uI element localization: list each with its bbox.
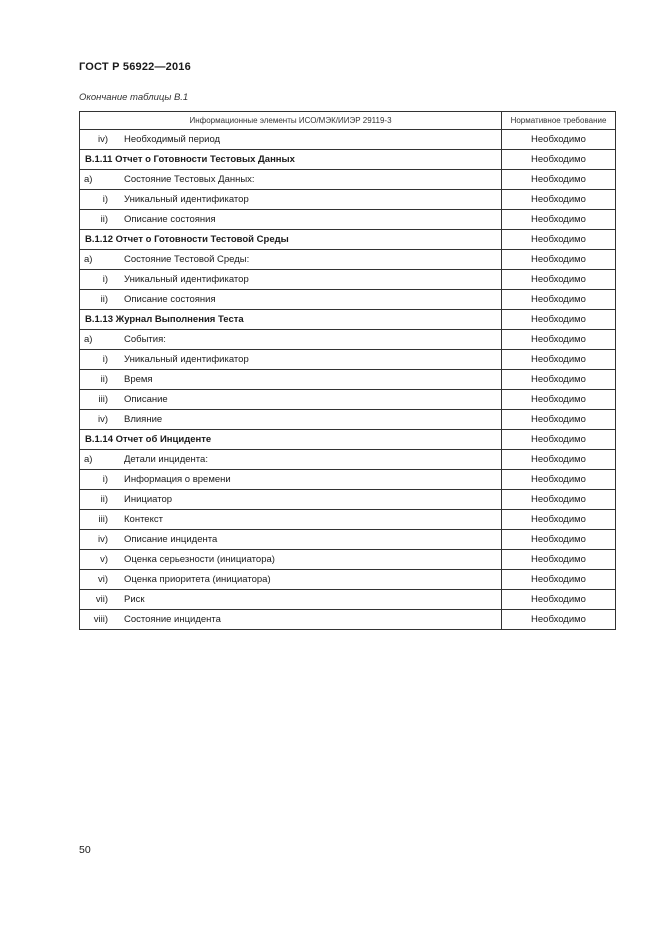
requirement-cell: Необходимо — [502, 350, 616, 370]
item-label: Описание — [124, 394, 168, 405]
table-row — [80, 550, 616, 570]
requirement-cell: Необходимо — [502, 290, 616, 310]
requirement-cell: Необходимо — [502, 330, 616, 350]
item-number: ii) — [100, 214, 108, 225]
item-label: Уникальный идентификатор — [124, 354, 249, 365]
column-header-elements: Информационные элементы ИСО/МЭК/ИИЭР 29119-3 — [80, 112, 502, 130]
requirement-cell: Необходимо — [502, 270, 616, 290]
table-row — [80, 210, 616, 230]
table-row — [80, 390, 616, 410]
table-row — [80, 130, 616, 150]
item-number: vi) — [97, 574, 108, 585]
item-number: i) — [102, 354, 108, 365]
table-row — [80, 330, 616, 350]
element-cell: В.1.14 Отчет об Инциденте — [80, 430, 502, 450]
requirement-cell: Необходимо — [502, 390, 616, 410]
table-row — [80, 250, 616, 270]
item-label: Уникальный идентификатор — [124, 194, 249, 205]
table-body — [80, 130, 616, 630]
item-number: ii) — [100, 374, 108, 385]
item-label: Время — [124, 374, 153, 385]
table-row — [80, 350, 616, 370]
element-cell — [80, 410, 502, 430]
table-row — [80, 590, 616, 610]
requirement-cell: Необходимо — [502, 130, 616, 150]
element-cell — [80, 170, 502, 190]
element-cell — [80, 290, 502, 310]
element-cell: В.1.12 Отчет о Готовности Тестовой Среды — [80, 230, 502, 250]
element-cell: В.1.11 Отчет о Готовности Тестовых Данных — [80, 150, 502, 170]
element-cell — [80, 550, 502, 570]
item-label: Информация о времени — [124, 474, 231, 485]
page-number: 50 — [79, 844, 91, 856]
requirement-cell: Необходимо — [502, 410, 616, 430]
element-cell — [80, 470, 502, 490]
requirement-cell: Необходимо — [502, 490, 616, 510]
item-number: iv) — [97, 134, 108, 145]
table-row — [80, 190, 616, 210]
table-row — [80, 170, 616, 190]
item-label: Состояние Тестовых Данных: — [124, 174, 255, 185]
item-number: i) — [102, 194, 108, 205]
requirement-cell: Необходимо — [502, 510, 616, 530]
item-number: v) — [100, 554, 108, 565]
item-number: iii) — [98, 514, 108, 525]
item-label: Инициатор — [124, 494, 173, 505]
requirement-cell: Необходимо — [502, 550, 616, 570]
requirement-cell: Необходимо — [502, 470, 616, 490]
document-header: ГОСТ Р 56922—2016 — [79, 61, 191, 73]
item-number: а) — [84, 254, 93, 265]
table-row — [80, 610, 616, 630]
item-number: viii) — [93, 614, 108, 625]
table-row — [80, 490, 616, 510]
element-cell — [80, 450, 502, 470]
table-row — [80, 270, 616, 290]
item-label: Описание состояния — [124, 214, 216, 225]
item-number: а) — [84, 334, 93, 345]
item-number: ii) — [100, 494, 108, 505]
item-number: а) — [84, 174, 93, 185]
element-cell — [80, 190, 502, 210]
element-cell — [80, 330, 502, 350]
item-label: Уникальный идентификатор — [124, 274, 249, 285]
element-cell — [80, 530, 502, 550]
requirement-cell: Необходимо — [502, 150, 616, 170]
item-number: iv) — [97, 534, 108, 545]
requirement-cell: Необходимо — [502, 170, 616, 190]
item-label: Необходимый период — [124, 134, 221, 145]
element-cell — [80, 350, 502, 370]
table-row — [80, 410, 616, 430]
element-cell — [80, 130, 502, 150]
table-caption: Окончание таблицы В.1 — [79, 92, 189, 103]
requirement-cell: Необходимо — [502, 370, 616, 390]
requirement-cell: Необходимо — [502, 590, 616, 610]
element-cell — [80, 490, 502, 510]
element-cell — [80, 510, 502, 530]
element-cell — [80, 610, 502, 630]
requirement-cell: Необходимо — [502, 250, 616, 270]
item-number: i) — [102, 274, 108, 285]
column-header-requirement: Нормативное требование — [502, 112, 616, 130]
item-label: Влияние — [124, 414, 163, 425]
requirement-cell: Необходимо — [502, 310, 616, 330]
requirement-cell: Необходимо — [502, 530, 616, 550]
item-number: iii) — [98, 394, 108, 405]
section-row — [80, 310, 616, 330]
table-row — [80, 450, 616, 470]
element-cell — [80, 570, 502, 590]
requirements-table — [79, 111, 616, 630]
element-cell — [80, 590, 502, 610]
element-cell — [80, 250, 502, 270]
element-cell — [80, 370, 502, 390]
item-number: ii) — [100, 294, 108, 305]
requirement-cell: Необходимо — [502, 450, 616, 470]
section-row — [80, 230, 616, 250]
item-number: i) — [102, 474, 108, 485]
item-label: Контекст — [124, 514, 163, 525]
table-row — [80, 470, 616, 490]
item-label: Оценка серьезности (инициатора) — [124, 554, 275, 565]
item-label: Состояние Тестовой Среды: — [124, 254, 250, 265]
section-row — [80, 150, 616, 170]
item-label: Состояние инцидента — [124, 614, 221, 625]
item-number: а) — [84, 454, 93, 465]
table-row — [80, 290, 616, 310]
section-row — [80, 430, 616, 450]
element-cell — [80, 390, 502, 410]
item-number: iv) — [97, 414, 108, 425]
requirement-cell: Необходимо — [502, 230, 616, 250]
item-label: Риск — [124, 594, 145, 605]
element-cell: В.1.13 Журнал Выполнения Теста — [80, 310, 502, 330]
requirement-cell: Необходимо — [502, 430, 616, 450]
requirement-cell: Необходимо — [502, 210, 616, 230]
requirement-cell: Необходимо — [502, 190, 616, 210]
table-row — [80, 510, 616, 530]
item-label: События: — [124, 334, 166, 345]
requirement-cell: Необходимо — [502, 610, 616, 630]
table-row — [80, 370, 616, 390]
element-cell — [80, 210, 502, 230]
item-label: Детали инцидента: — [124, 454, 208, 465]
item-number: vii) — [95, 594, 108, 605]
requirement-cell: Необходимо — [502, 570, 616, 590]
table-header-row — [80, 112, 616, 130]
table-row — [80, 570, 616, 590]
item-label: Описание инцидента — [124, 534, 218, 545]
element-cell — [80, 270, 502, 290]
item-label: Описание состояния — [124, 294, 216, 305]
table-row — [80, 530, 616, 550]
item-label: Оценка приоритета (инициатора) — [124, 574, 271, 585]
